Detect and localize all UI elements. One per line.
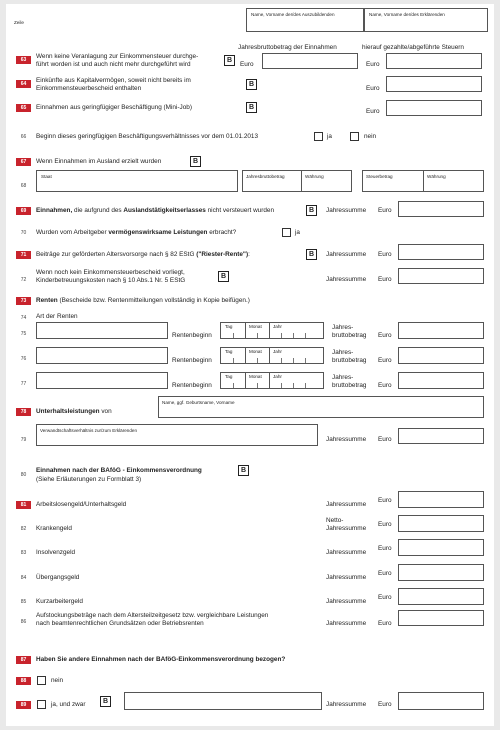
row-76-bruttobetrag-label: bruttobetrag	[332, 357, 367, 364]
row-65-text: Einnahmen aus geringfügiger Beschäftigung (Mini-Job)	[36, 104, 192, 111]
row-number-75: 75	[20, 331, 27, 337]
row-72-text-1: Wenn noch kein Einkommensteuerbescheid vorliegt,	[36, 269, 185, 276]
row-88-nein-checkbox[interactable]	[37, 676, 46, 685]
row-82-netto-label: Netto-	[326, 517, 344, 524]
zeile-label: Zeile	[14, 20, 24, 25]
row-77-rentenart-input[interactable]	[36, 372, 168, 389]
row-73-text: Renten (Bescheide bzw. Rentenmitteilungen vollständig in Kopie beifügen.)	[36, 297, 250, 304]
b-marker-80: B	[238, 465, 249, 476]
row-66-nein-checkbox[interactable]	[350, 132, 359, 141]
euro-label-89: Euro	[378, 701, 392, 708]
row-number-72: 72	[20, 277, 27, 283]
row-86-text-1: Aufstockungsbeträge nach dem Altersteilzeitgesetz bzw. vergleichbare Leistungen	[36, 612, 269, 619]
row-77-bruttobetrag-label: bruttobetrag	[332, 382, 367, 389]
row-number-64: 64	[16, 80, 31, 88]
row-76-euro-label: Euro	[378, 357, 392, 364]
row-number-85: 85	[20, 599, 27, 605]
row-76-rentenbeginn-label: Rentenbeginn	[172, 357, 212, 364]
row-85-jahressumme-label: Jahressumme	[326, 598, 367, 605]
row-89-ja-label: ja, und zwar	[51, 701, 86, 708]
row-80-subtitle: (Siehe Erläuterungen zu Formblatt 3)	[36, 476, 142, 483]
row-85-text: Kurzarbeitergeld	[36, 598, 83, 605]
b-marker-69: B	[306, 205, 317, 216]
row-67-text: Wenn Einnahmen im Ausland erzielt wurden	[36, 158, 162, 165]
row-68-jahresbrutto-field[interactable]: Jahresbruttobetrag Währung	[242, 170, 352, 192]
jahressumme-label-79: Jahressumme	[326, 436, 367, 443]
row-81-input[interactable]	[398, 491, 484, 508]
row-70-text: Wurden vom Arbeitgeber vermögenswirksame Leistungen erbracht?	[36, 229, 237, 236]
row-84-euro-label: Euro	[378, 570, 392, 577]
row-88-nein-label: nein	[51, 677, 64, 684]
row-78-name-field[interactable]: Name, ggf. Geburtsname, Vorname	[158, 396, 484, 418]
row-72-text-2: Kinderbetreuungskosten nach § 10 Abs.1 Nr. 5 EStG	[36, 277, 186, 284]
row-number-78: 78	[16, 408, 31, 416]
row-70-ja-label: ja	[295, 229, 300, 236]
row-75-rentenbeginn-date[interactable]: Tag Monat Jahr	[220, 322, 324, 339]
row-81-euro-label: Euro	[378, 497, 392, 504]
row-84-input[interactable]	[398, 564, 484, 581]
row-number-66: 66	[20, 134, 27, 140]
row-number-89: 89	[16, 701, 31, 709]
row-number-87: 87	[16, 656, 31, 664]
row-number-68: 68	[20, 183, 27, 189]
row-number-71: 71	[16, 251, 31, 259]
jahressumme-label-69: Jahressumme	[326, 207, 367, 214]
row-number-67: 67	[16, 158, 31, 166]
row-72-input[interactable]	[398, 268, 484, 284]
row-number-82: 82	[20, 526, 27, 532]
row-66-text: Beginn dieses geringfügigen Beschäftigungsverhältnisses vor dem 01.01.2013	[36, 133, 259, 140]
row-82-jahressumme-label: Jahressumme	[326, 525, 367, 532]
row-75-bruttobetrag-label: bruttobetrag	[332, 332, 367, 339]
row-68-staat-field[interactable]: Staat	[36, 170, 238, 192]
col-header-steuern: hierauf gezahlte/abgeführte Steuern	[362, 44, 464, 51]
row-85-euro-label: Euro	[378, 594, 392, 601]
row-76-jahres-label: Jahres-	[332, 349, 354, 356]
row-77-euro-label: Euro	[378, 382, 392, 389]
row-89-ja-checkbox[interactable]	[37, 700, 46, 709]
name-azubi-field[interactable]: Name, Vorname der/des Auszubildenden	[246, 8, 364, 32]
euro-label-71: Euro	[378, 251, 392, 258]
row-83-jahressumme-label: Jahressumme	[326, 549, 367, 556]
row-64-input[interactable]	[386, 76, 482, 92]
row-75-euro-label: Euro	[378, 332, 392, 339]
row-number-77: 77	[20, 381, 27, 387]
row-number-80: 80	[20, 472, 27, 478]
row-63-text-1: Wenn keine Veranlagung zur Einkommensteuer durchge-	[36, 53, 199, 60]
row-81-text: Arbeitslosengeld/Unterhaltsgeld	[36, 501, 127, 508]
row-64-text-2: Einkommensteuerbescheid enthalten	[36, 85, 142, 92]
row-77-betrag-input[interactable]	[398, 372, 484, 389]
row-number-69: 69	[16, 207, 31, 215]
row-80-title: Einnahmen nach der BAföG - Einkommensverordnung	[36, 467, 202, 474]
euro-label-65: Euro	[366, 108, 380, 115]
jahressumme-label-89: Jahressumme	[326, 701, 367, 708]
b-marker-65: B	[246, 102, 257, 113]
row-83-euro-label: Euro	[378, 545, 392, 552]
row-83-input[interactable]	[398, 539, 484, 556]
b-marker-63: B	[224, 55, 235, 66]
row-76-betrag-input[interactable]	[398, 347, 484, 364]
b-marker-89: B	[100, 696, 111, 707]
row-number-73: 73	[16, 297, 31, 305]
jahressumme-label-86: Jahressumme	[326, 620, 367, 627]
row-82-text: Krankengeld	[36, 525, 72, 532]
jahressumme-label-72: Jahressumme	[326, 276, 367, 283]
row-number-79: 79	[20, 437, 27, 443]
row-66-ja-checkbox[interactable]	[314, 132, 323, 141]
row-number-74: 74	[20, 315, 27, 321]
row-81-jahressumme-label: Jahressumme	[326, 501, 367, 508]
row-75-betrag-input[interactable]	[398, 322, 484, 339]
row-number-88: 88	[16, 677, 31, 685]
row-number-83: 83	[20, 550, 27, 556]
row-77-jahres-label: Jahres-	[332, 374, 354, 381]
name-erklaerende-field[interactable]: Name, Vorname der/des Erklärenden	[364, 8, 488, 32]
jahressumme-label-71: Jahressumme	[326, 251, 367, 258]
row-66-nein-label: nein	[364, 133, 377, 140]
row-63-text-2: führt worden ist und auch nicht mehr durchgeführt wird	[36, 61, 191, 68]
row-66-ja-label: ja	[327, 133, 332, 140]
row-89-art-field[interactable]	[124, 692, 322, 710]
euro-label-72: Euro	[378, 276, 392, 283]
row-76-rentenbeginn-date[interactable]: Tag Monat Jahr	[220, 347, 324, 364]
row-74-text: Art der Renten	[36, 313, 78, 320]
row-number-81: 81	[16, 501, 31, 509]
row-number-86: 86	[20, 619, 27, 625]
b-marker-71: B	[306, 249, 317, 260]
row-79-verwandtschaft-field[interactable]: Verwandtschaftsverhältnis zur/zum Erklärenden	[36, 424, 318, 446]
b-marker-72: B	[218, 271, 229, 282]
row-89-input[interactable]	[398, 692, 484, 710]
row-86-text-2: nach beamtenrechtlichen Grundsätzen oder Betriebsrenten	[36, 620, 204, 627]
row-79-input[interactable]	[398, 428, 484, 444]
row-75-jahres-label: Jahres-	[332, 324, 354, 331]
euro-label-86: Euro	[378, 620, 392, 627]
row-83-text: Insolvenzgeld	[36, 549, 76, 556]
euro-label-69: Euro	[378, 207, 392, 214]
row-84-jahressumme-label: Jahressumme	[326, 574, 367, 581]
row-78-text: Unterhaltsleistungen von	[36, 408, 112, 415]
b-marker-67: B	[190, 156, 201, 167]
col-header-jahresbrutto: Jahresbruttobetrag der Einnahmen	[238, 44, 337, 51]
row-69-input[interactable]	[398, 201, 484, 217]
row-63-einnahmen-input[interactable]	[262, 53, 358, 69]
row-68-steuerbetrag-field[interactable]: Steuerbetrag Währung	[362, 170, 484, 192]
row-77-rentenbeginn-label: Rentenbeginn	[172, 382, 212, 389]
row-number-63: 63	[16, 56, 31, 64]
row-number-84: 84	[20, 575, 27, 581]
row-69-text: Einnahmen, die aufgrund des Auslandstätigkeitserlasses nicht versteuert wurden	[36, 207, 275, 214]
row-85-input[interactable]	[398, 588, 484, 605]
row-63-steuern-input[interactable]	[386, 53, 482, 69]
row-65-input[interactable]	[386, 100, 482, 116]
row-75-rentenart-input[interactable]	[36, 322, 168, 339]
row-76-rentenart-input[interactable]	[36, 347, 168, 364]
row-number-70: 70	[20, 230, 27, 236]
euro-label-79: Euro	[378, 436, 392, 443]
row-71-text: Beiträge zur geförderten Altersvorsorge nach § 82 EStG ("Riester-Rente"):	[36, 251, 250, 258]
row-number-65: 65	[16, 104, 31, 112]
b-marker-64: B	[246, 79, 257, 90]
form-page	[6, 4, 494, 726]
row-70-ja-checkbox[interactable]	[282, 228, 291, 237]
row-64-text-1: Einkünfte aus Kapitalvermögen, soweit nicht bereits im	[36, 77, 191, 84]
row-84-text: Übergangsgeld	[36, 574, 80, 581]
row-87-text: Haben Sie andere Einnahmen nach der BAföG-Einkommensverordnung bezogen?	[36, 656, 286, 663]
row-82-euro-label: Euro	[378, 521, 392, 528]
row-86-input[interactable]	[398, 610, 484, 626]
row-75-rentenbeginn-label: Rentenbeginn	[172, 332, 212, 339]
euro-label-64: Euro	[366, 85, 380, 92]
row-number-76: 76	[20, 356, 27, 362]
row-82-input[interactable]	[398, 515, 484, 532]
row-77-rentenbeginn-date[interactable]: Tag Monat Jahr	[220, 372, 324, 389]
euro-label-63a: Euro	[240, 61, 254, 68]
row-71-input[interactable]	[398, 244, 484, 260]
euro-label-63b: Euro	[366, 61, 380, 68]
